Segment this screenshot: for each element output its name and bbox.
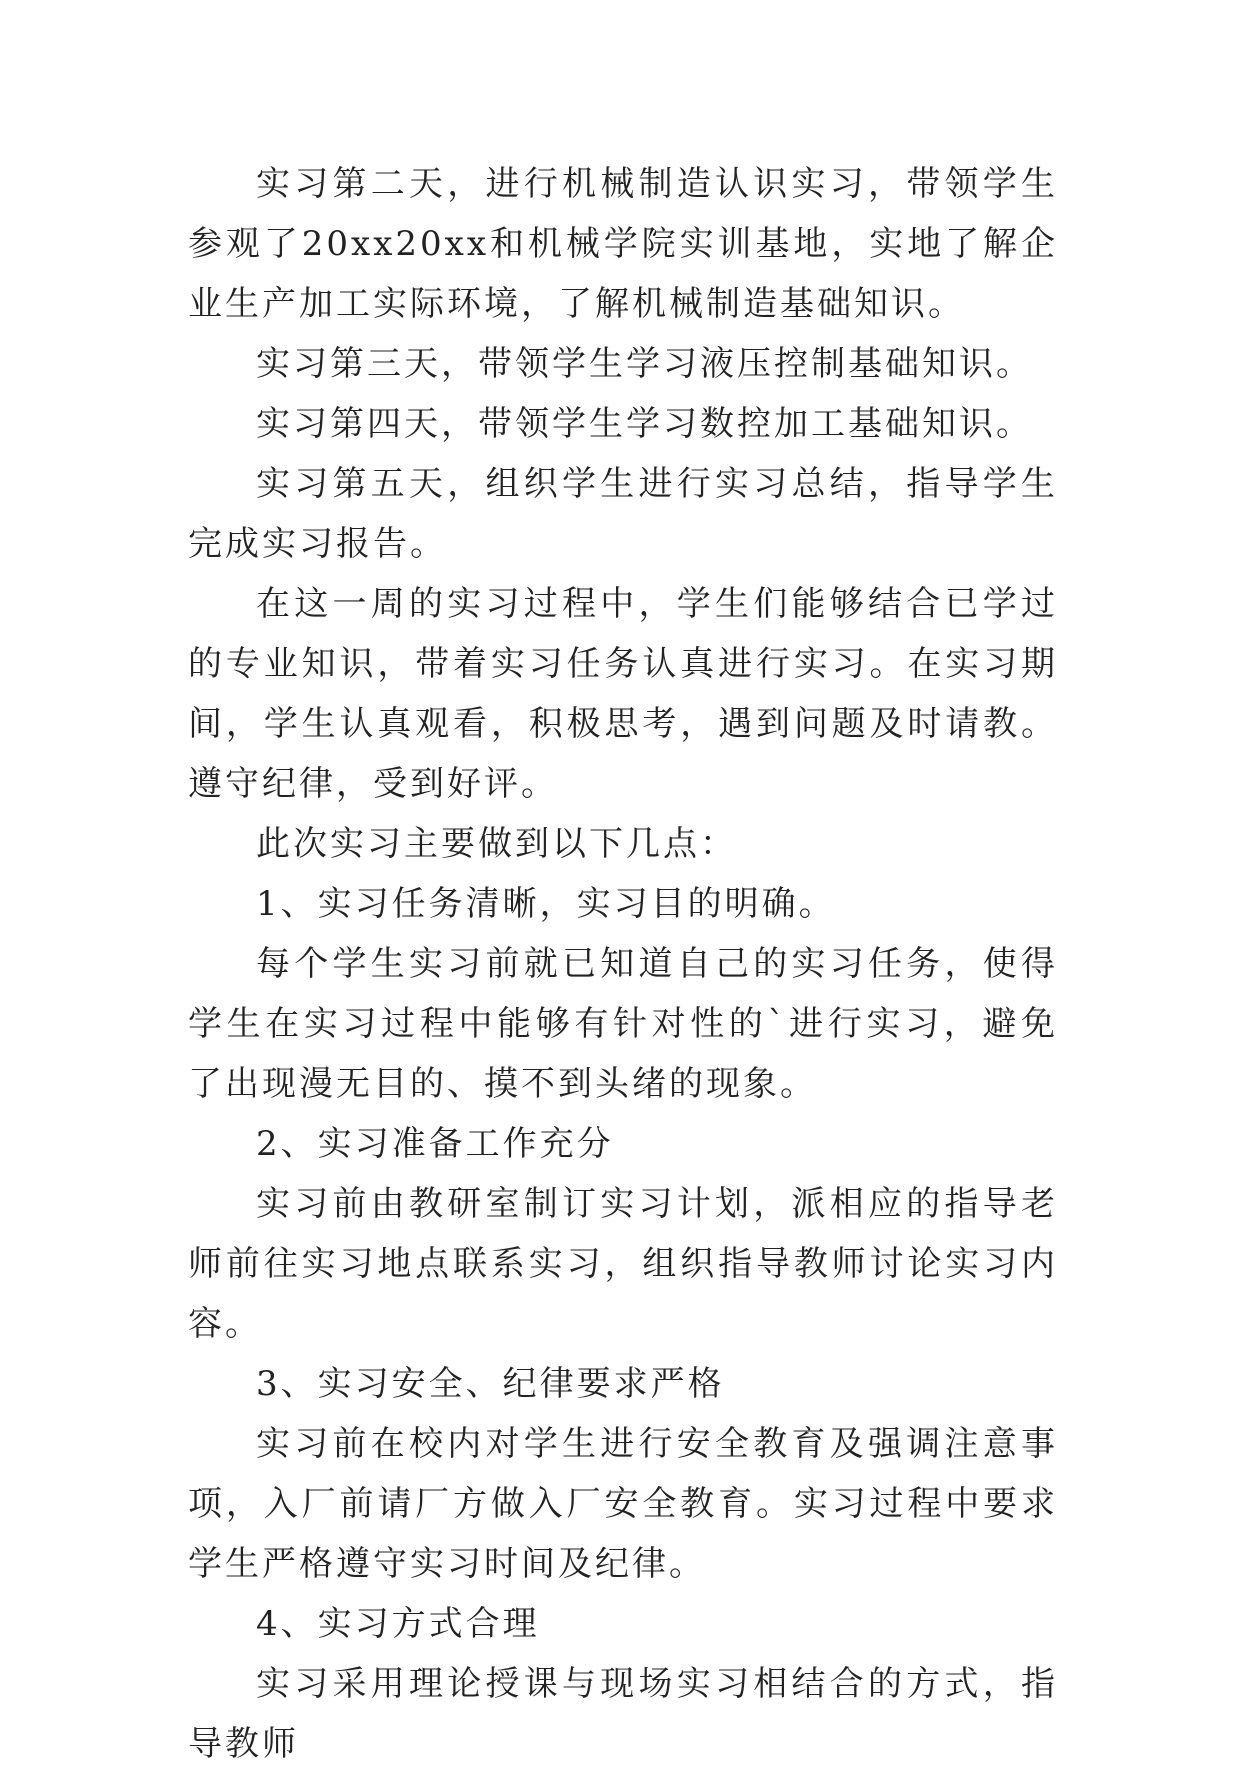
list-heading: 1、实习任务清晰，实习目的明确。 [256,884,836,924]
list-heading: 4、实习方式合理 [256,1604,540,1644]
paragraph: 实习采用理论授课与现场实习相结合的方式，指导教师 [188,1664,1058,1764]
paragraph: 实习第二天，进行机械制造认识实习，带领学生参观了20xx20xx和机械学院实训基地，实地了解企业生产加工实际环境，了解机械制造基础知识。 [188,164,1058,324]
paragraph: 实习前在校内对学生进行安全教育及强调注意事项，入厂前请厂方做入厂安全教育。实习过程中要求学生严格遵守实习时间及纪律。 [188,1424,1058,1584]
paragraph: 实习前由教研室制订实习计划，派相应的指导老师前往实习地点联系实习，组织指导教师讨论实习内容。 [188,1184,1058,1344]
list-heading: 2、实习准备工作充分 [256,1124,614,1164]
paragraph: 此次实习主要做到以下几点： [256,824,737,864]
document-body [188,154,1058,1774]
paragraph: 实习第三天，带领学生学习液压控制基础知识。 [256,344,1033,384]
paragraph: 实习第四天，带领学生学习数控加工基础知识。 [256,404,1033,444]
paragraph: 在这一周的实习过程中，学生们能够结合已学过的专业知识，带着实习任务认真进行实习。在实习期间，学生认真观看，积极思考，遇到问题及时请教。遵守纪律，受到好评。 [188,584,1058,804]
paragraph: 实习第五天，组织学生进行实习总结，指导学生完成实习报告。 [188,464,1058,564]
paragraph: 每个学生实习前就已知道自己的实习任务，使得学生在实习过程中能够有针对性的`进行实习，避免了出现漫无目的、摸不到头绪的现象。 [188,944,1058,1104]
list-heading: 3、实习安全、纪律要求严格 [256,1364,725,1404]
